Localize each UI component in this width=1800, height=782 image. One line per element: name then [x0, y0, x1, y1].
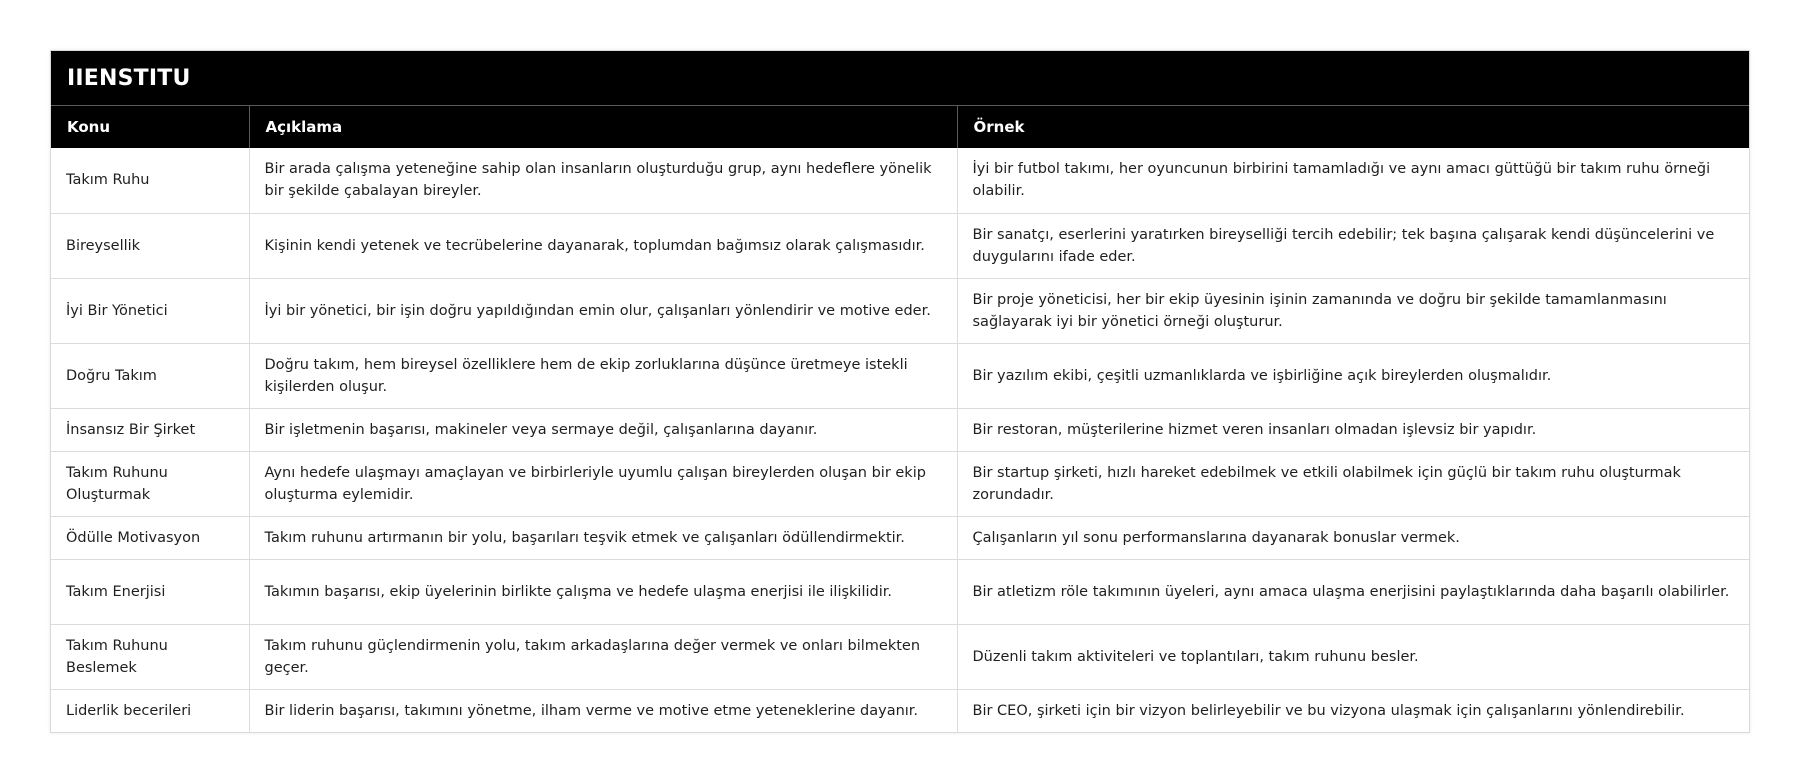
table-header-row: [51, 106, 1749, 148]
cell-ornek: Bir atletizm röle takımının üyeleri, aynı amaca ulaşma enerjisini paylaştıklarında daha başarılı olabilirler.: [957, 559, 1749, 624]
cell-aciklama: Kişinin kendi yetenek ve tecrübelerine dayanarak, toplumdan bağımsız olarak çalışmasıdır.: [249, 213, 957, 278]
table-row: [51, 451, 1749, 516]
cell-konu: Liderlik becerileri: [51, 689, 249, 732]
table-row: [51, 213, 1749, 278]
cell-ornek: İyi bir futbol takımı, her oyuncunun birbirini tamamladığı ve aynı amacı güttüğü bir takım ruhu örneği olabilir.: [957, 148, 1749, 213]
cell-aciklama: Takımın başarısı, ekip üyelerinin birlikte çalışma ve hedefe ulaşma enerjisi ile ilişkilidir.: [249, 559, 957, 624]
cell-aciklama: Bir liderin başarısı, takımını yönetme, ilham verme ve motive etme yeteneklerine dayanır.: [249, 689, 957, 732]
table-row: [51, 343, 1749, 408]
cell-ornek: Düzenli takım aktiviteleri ve toplantıları, takım ruhunu besler.: [957, 624, 1749, 689]
cell-aciklama: Takım ruhunu güçlendirmenin yolu, takım arkadaşlarına değer vermek ve onları bilmekten geçer.: [249, 624, 957, 689]
table-row: [51, 516, 1749, 559]
table-row: [51, 278, 1749, 343]
table-row: [51, 408, 1749, 451]
cell-ornek: Bir restoran, müşterilerine hizmet veren insanları olmadan işlevsiz bir yapıdır.: [957, 408, 1749, 451]
cell-aciklama: İyi bir yönetici, bir işin doğru yapıldığından emin olur, çalışanları yönlendirir ve motive eder.: [249, 278, 957, 343]
cell-ornek: Çalışanların yıl sonu performanslarına dayanarak bonuslar vermek.: [957, 516, 1749, 559]
cell-konu: İyi Bir Yönetici: [51, 278, 249, 343]
cell-konu: İnsansız Bir Şirket: [51, 408, 249, 451]
cell-ornek: Bir startup şirketi, hızlı hareket edebilmek ve etkili olabilmek için güçlü bir takım ruhu oluşturmak zorundadır.: [957, 451, 1749, 516]
content-table: [50, 50, 1750, 733]
cell-ornek: Bir proje yöneticisi, her bir ekip üyesinin işinin zamanında ve doğru bir şekilde tamamlanmasını sağlayarak iyi bir yönetici örneği oluşturur.: [957, 278, 1749, 343]
cell-aciklama: Bir işletmenin başarısı, makineler veya sermaye değil, çalışanlarına dayanır.: [249, 408, 957, 451]
table-row: [51, 148, 1749, 213]
cell-aciklama: Takım ruhunu artırmanın bir yolu, başarıları teşvik etmek ve çalışanları ödüllendirmektir.: [249, 516, 957, 559]
brand-title: IIENSTITU: [51, 51, 1749, 106]
cell-aciklama: Bir arada çalışma yeteneğine sahip olan insanların oluşturduğu grup, aynı hedeflere yönelik bir şekilde çabalayan bireyler.: [249, 148, 957, 213]
cell-konu: Takım Enerjisi: [51, 559, 249, 624]
cell-ornek: Bir CEO, şirketi için bir vizyon belirleyebilir ve bu vizyona ulaşmak için çalışanlarını yönlendirebilir.: [972, 702, 1685, 719]
header-ornek: Örnek: [957, 106, 1749, 148]
cell-konu: Takım Ruhu: [51, 148, 249, 213]
cell-konu: Takım Ruhunu Beslemek: [51, 624, 249, 689]
cell-konu: Takım Ruhunu Oluşturmak: [51, 451, 249, 516]
table-row: [51, 559, 1749, 624]
table-row: [51, 689, 1749, 732]
cell-konu: Doğru Takım: [51, 343, 249, 408]
header-aciklama: Açıklama: [249, 106, 957, 148]
cell-konu: Ödülle Motivasyon: [51, 516, 249, 559]
table-row: [51, 624, 1749, 689]
topic-table: [51, 106, 1749, 732]
cell-ornek: Bir yazılım ekibi, çeşitli uzmanlıklarda ve işbirliğine açık bireylerden oluşmalıdır.: [957, 343, 1749, 408]
cell-aciklama: Doğru takım, hem bireysel özelliklere hem de ekip zorluklarına düşünce üretmeye istekli kişilerden oluşur.: [249, 343, 957, 408]
cell-aciklama: Aynı hedefe ulaşmayı amaçlayan ve birbirleriyle uyumlu çalışan bireylerden oluşan bir ekip oluşturma eylemidir.: [249, 451, 957, 516]
header-konu: Konu: [51, 106, 249, 148]
cell-ornek: Bir sanatçı, eserlerini yaratırken bireyselliği tercih edebilir; tek başına çalışarak kendi düşüncelerini ve duygularını ifade eder.: [957, 213, 1749, 278]
cell-konu: Bireysellik: [51, 213, 249, 278]
